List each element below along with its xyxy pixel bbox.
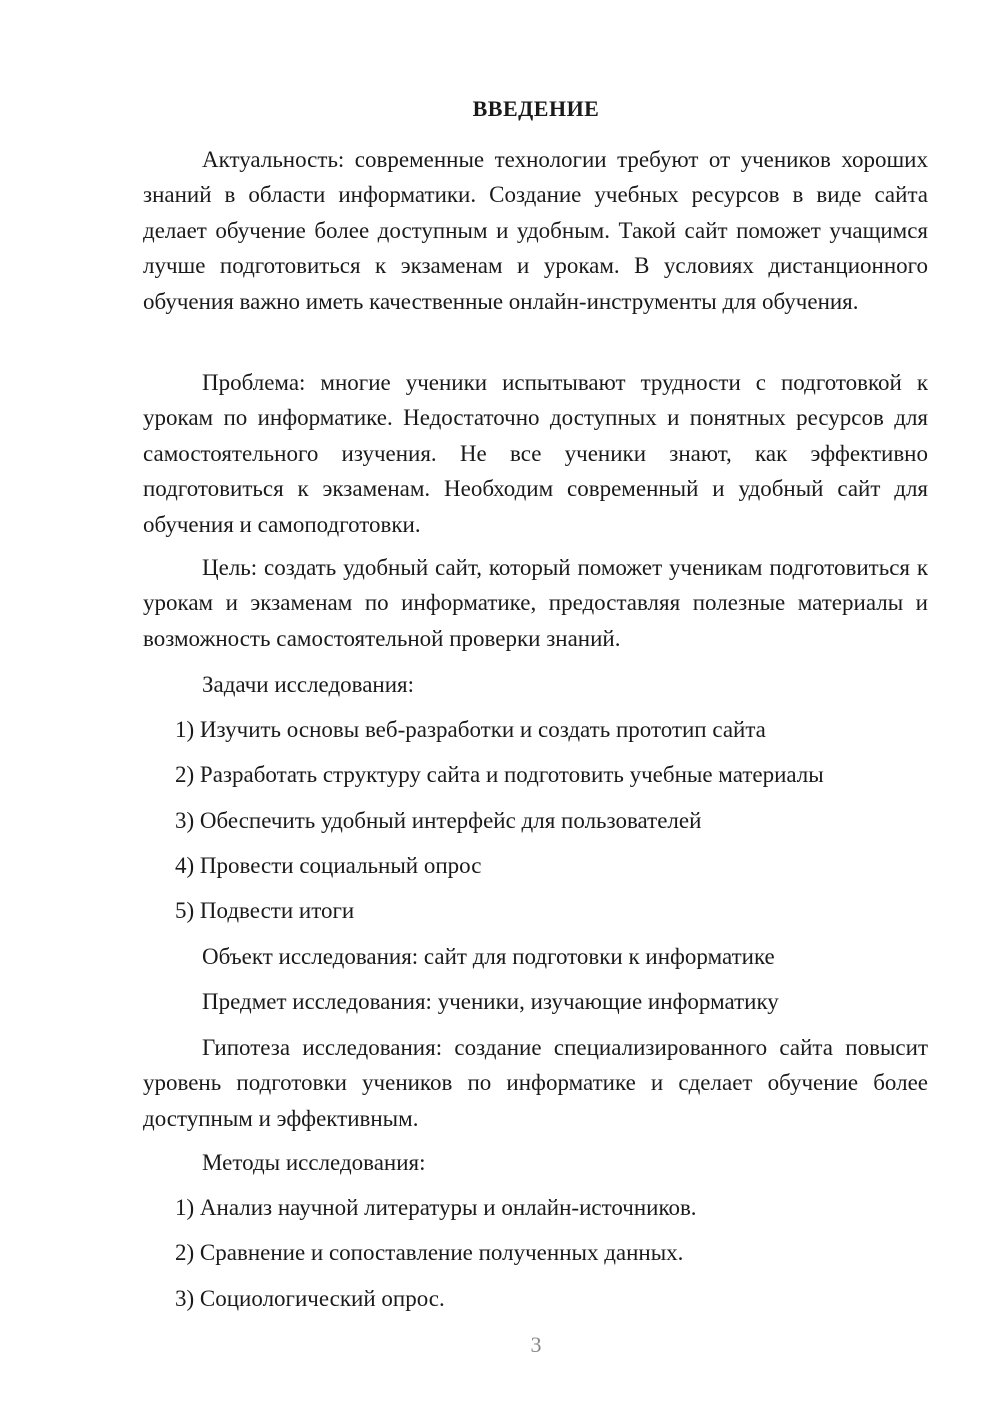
page-number: 3	[530, 1332, 542, 1357]
hypothesis-paragraph: Гипотеза исследования: создание специализированного сайта повысит уровень подготовки учеников по информатике и сделает обучение более доступным и эффективным.	[143, 1035, 928, 1131]
task-item: 3) Обеспечить удобный интерфейс для пользователей	[175, 808, 702, 833]
problem-paragraph: Проблема: многие ученики испытывают трудности с подготовкой к урокам по информатике. Недостаточно доступных и понятных ресурсов для самостоятельного изучения. Не все ученики знают, как эффективно подготовиться к экзаменам. Необходим современный и удобный сайт для обучения и самоподготовки.	[143, 370, 928, 537]
subject-line: Предмет исследования: ученики, изучающие информатику	[202, 989, 779, 1014]
section-title: ВВЕДЕНИЕ	[472, 96, 600, 121]
method-item: 1) Анализ научной литературы и онлайн-источников.	[175, 1195, 697, 1220]
task-item: 1) Изучить основы веб-разработки и создать прототип сайта	[175, 717, 766, 742]
relevance-paragraph: Актуальность: современные технологии требуют от учеников хороших знаний в области информатики. Создание учебных ресурсов в виде сайта делает обучение более доступным и удобным. Такой сайт поможет учащимся лучше подготовиться к экзаменам и урокам. В условиях дистанционного обучения важно иметь качественные онлайн-инструменты для обучения.	[143, 147, 928, 314]
methods-heading: Методы исследования:	[202, 1150, 426, 1175]
goal-paragraph: Цель: создать удобный сайт, который поможет ученикам подготовиться к урокам и экзаменам по информатике, предоставляя полезные материалы и возможность самостоятельной проверки знаний.	[143, 555, 928, 651]
task-item: 4) Провести социальный опрос	[175, 853, 482, 878]
method-item: 2) Сравнение и сопоставление полученных данных.	[175, 1240, 684, 1265]
tasks-heading: Задачи исследования:	[202, 672, 415, 697]
task-item: 5) Подвести итоги	[175, 898, 355, 923]
object-line: Объект исследования: сайт для подготовки к информатике	[202, 944, 775, 969]
task-item: 2) Разработать структуру сайта и подготовить учебные материалы	[175, 762, 824, 787]
method-item: 3) Социологический опрос.	[175, 1286, 445, 1311]
